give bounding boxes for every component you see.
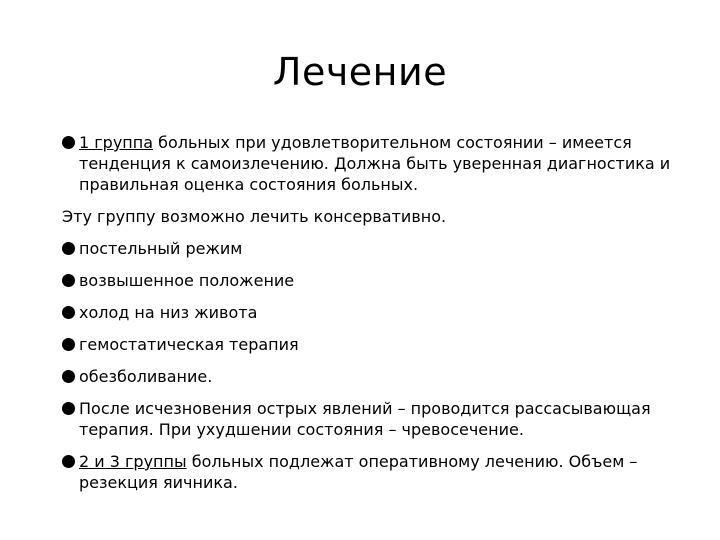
bullet-item-text: обезболивание. [79, 367, 213, 386]
group-2-3-link[interactable]: 2 и 3 группы [79, 452, 187, 471]
bullet-item-after-acute [62, 398, 682, 440]
bullet-item-text: гемостатическая терапия [79, 335, 299, 354]
bullet-dot-icon [62, 455, 75, 468]
bullet-item-hemostatic [62, 334, 682, 355]
slide-title: Лечение [272, 50, 448, 94]
bullet-item-text: больных подлежат оперативному лечению. Объем – резекция яичника. [79, 452, 638, 492]
bullet-dot-icon [62, 274, 75, 287]
bullet-item-text: холод на низ живота [79, 303, 258, 322]
bullet-dot-icon [62, 136, 75, 149]
bullet-item-group-1 [62, 132, 682, 195]
bullet-list [62, 132, 682, 504]
bullet-item-bed-rest [62, 238, 682, 259]
group-1-link[interactable]: 1 группа [79, 133, 154, 152]
bullet-item-text: возвышенное положение [79, 271, 295, 290]
bullet-dot-icon [62, 242, 75, 255]
bullet-item-elevated-position [62, 270, 682, 291]
bullet-item-text: После исчезновения острых явлений – проводится рассасывающая терапия. При ухудшении состояния – чревосечение. [79, 399, 651, 439]
bullet-item-text: постельный режим [79, 239, 243, 258]
bullet-item-analgesia [62, 366, 682, 387]
paragraph-text: Эту группу возможно лечить консервативно. [62, 207, 447, 226]
bullet-item-cold [62, 302, 682, 323]
bullet-dot-icon [62, 338, 75, 351]
bullet-item-text: больных при удовлетворительном состоянии – имеется тенденция к самоизлечению. Должна быть уверенная диагностика и правильная оценка состояния больных. [79, 133, 671, 194]
bullet-item-group-2-3 [62, 451, 682, 493]
plain-paragraph [62, 206, 682, 227]
bullet-dot-icon [62, 306, 75, 319]
bullet-dot-icon [62, 402, 75, 415]
bullet-dot-icon [62, 370, 75, 383]
